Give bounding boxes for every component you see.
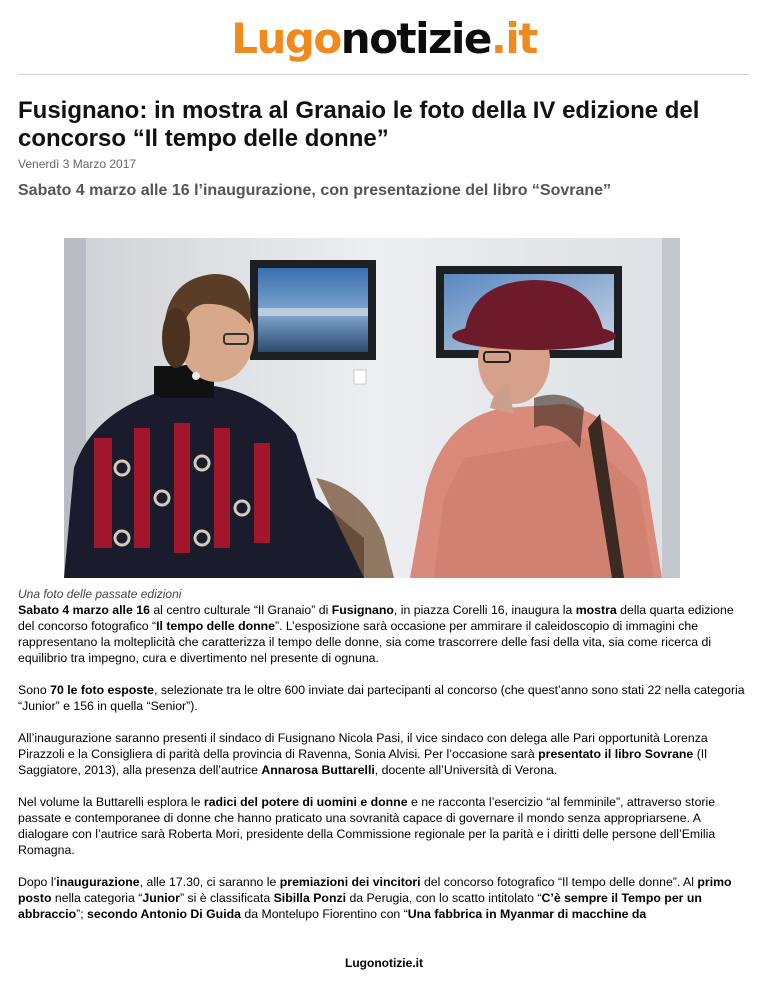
p1-text-2: , in piazza Corelli 16, inaugura la [393,603,576,617]
p5-text-5: ” si è classificata [179,891,274,905]
p4-text-1: Nel volume la Buttarelli esplora le [18,795,204,809]
paragraph-1 [18,602,746,666]
p1-bold-1: Sabato 4 marzo alle 16 [18,603,150,617]
article-title: Fusignano: in mostra al Granaio le foto della IV edizione del concorso “Il tempo delle donne” [18,97,700,152]
photo-illustration [64,238,680,578]
p5-bold-4: Junior [142,891,180,905]
article-subtitle: Sabato 4 marzo alle 16 l’inaugurazione, con presentazione del libro “Sovrane” [18,182,612,199]
p5-text-2: , alle 17.30, ci saranno le [139,875,280,889]
p3-text-3: , docente all’Università di Verona. [374,763,558,777]
p2-bold-1: 70 le foto esposte [50,683,155,697]
logo-lugo: Lugo [231,14,341,63]
p5-bold-1: inaugurazione [56,875,140,889]
article-photo [64,238,680,578]
p5-text-4: nella categoria “ [51,891,143,905]
p5-text-8: da Montelupo Fiorentino con “ [240,907,408,921]
p2-text-1: Sono [18,683,51,697]
p5-bold-5: Sibilla Ponzi [273,891,347,905]
logo-notizie: notizie [340,14,491,63]
logo-it: .it [490,14,537,63]
p5-text-7: ”; [76,907,88,921]
p5-text-3: del concorso fotografico “Il tempo delle donne”. Al [420,875,698,889]
p4-text-2: e ne racconta l’esercizio “al femminile”, attraverso storie passate e contemporanee di donne che hanno praticato una sovranità capace di governare il mondo senza appropriarsene. A dialogare con l’autrice sarà Roberta Mori, presidente della Commissione regionale per la parità e i diritti delle persone dell’Emilia Romagna. [18,795,716,857]
p1-text-4: ”. L’esposizione sarà occasione per ammirare il caleidoscopio di immagini che rappresentano la molteplicità che caratterizza il tempo delle donne, sia come trascorrere delle fasi della vita, sia come ricerca di equilibrio tra impegno, cura e divertimento nel presente di ognuna. [18,619,712,665]
article-date: Venerdì 3 Marzo 2017 [18,157,137,171]
p3-text-2: (Il Saggiatore, 2013), alla presenza dell’autrice [18,747,707,777]
p3-text-1: All’inaugurazione saranno presenti il sindaco di Fusignano Nicola Pasi, il vice sindaco con delega alle Pari opportunità Lorenza Pirazzoli e la Consigliera di parità della provincia di Ravenna, Sonia Alvisi. Per l’occasione sarà [18,731,708,761]
article-body [18,602,746,938]
p1-bold-3: mostra [575,603,617,617]
p1-bold-4: Il tempo delle donne [156,619,275,633]
p5-bold-2: premiazioni dei vincitori [279,875,421,889]
p3-bold-2: Annarosa Buttarelli [261,763,375,777]
p3-bold-1: presentato il libro Sovrane [538,747,694,761]
paragraph-3 [18,730,746,778]
p5-text-1: Dopo l’ [18,875,57,889]
p5-text-6: da Perugia, con lo scatto intitolato “ [346,891,542,905]
p1-text-3: della quarta edizione del concorso fotografico “ [18,603,734,633]
p1-bold-2: Fusignano [331,603,394,617]
site-header [0,0,768,78]
header-divider [18,74,749,75]
photo-caption: Una foto delle passate edizioni [18,587,182,601]
p5-bold-6: C’è sempre il Tempo per un abbraccio [18,891,702,921]
p2-text-2: , selezionate tra le oltre 600 inviate dai partecipanti al concorso (che quest’anno sono stati 22 nella categoria “Junior” e 156 in quella “Senior”). [18,683,745,713]
paragraph-4 [18,794,746,858]
p4-bold-1: radici del potere di uomini e donne [203,795,408,809]
site-logo[interactable] [0,14,768,64]
p5-bold-3: primo posto [18,875,732,905]
p5-bold-8: Una fabbrica in Myanmar di macchine da [407,907,647,921]
page-footer: Lugonotizie.it [345,956,423,970]
paragraph-5 [18,874,746,922]
p5-bold-7: secondo Antonio Di Guida [87,907,241,921]
p1-text-1: al centro culturale “Il Granaio” di [149,603,332,617]
paragraph-2 [18,682,746,714]
